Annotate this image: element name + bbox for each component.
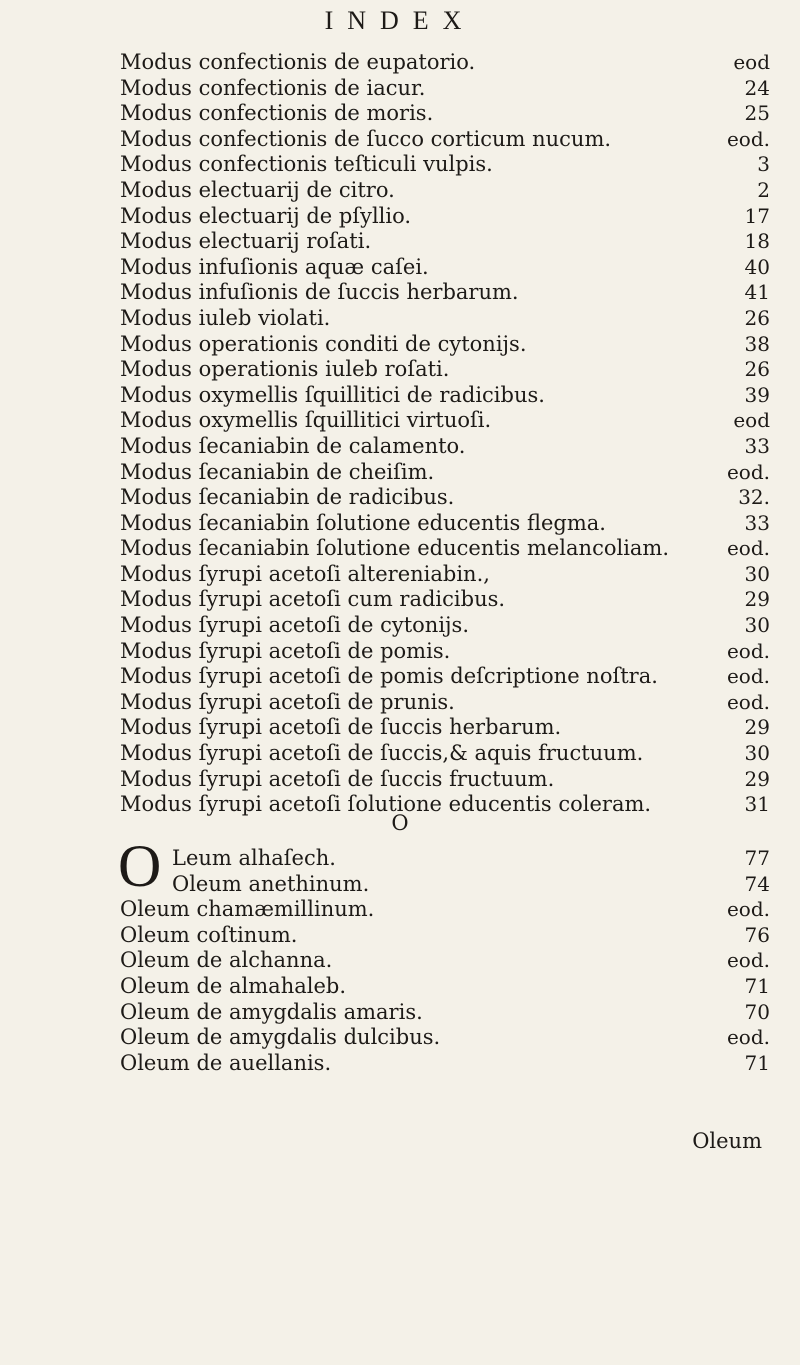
entry-page: 2 <box>757 177 770 202</box>
entry-title: Modus ſecaniabin de calamento. <box>120 433 466 458</box>
index-entry <box>120 767 770 793</box>
index-entry <box>120 408 770 434</box>
entry-page: eod. <box>726 1025 770 1050</box>
entry-page: eod. <box>726 897 770 922</box>
entry-page: 26 <box>744 305 770 330</box>
index-entry <box>120 357 770 383</box>
entry-page: 33 <box>744 510 770 535</box>
catchword: Oleum <box>692 1129 762 1153</box>
entry-page: 74 <box>744 871 770 896</box>
entry-title: Modus ſyrupi acetoſi de ſuccis,& aquis fructuum. <box>120 741 644 766</box>
index-entry <box>120 306 770 332</box>
entry-page: eod. <box>726 948 770 973</box>
entry-page: 26 <box>744 357 770 382</box>
entry-title: Modus ſyrupi acetoſi de prunis. <box>120 689 455 714</box>
entry-page: 25 <box>744 101 770 126</box>
entry-title: Modus operationis iuleb roſati. <box>120 357 450 382</box>
entry-page: 33 <box>744 433 770 458</box>
entry-page: eod. <box>726 459 770 484</box>
index-entry <box>120 255 770 281</box>
entry-page: eod. <box>726 664 770 689</box>
entry-title: Modus ſyrupi acetoſi de pomis. <box>120 638 451 663</box>
index-list-oleum <box>120 846 770 1076</box>
index-entry <box>120 587 770 613</box>
entry-page: 31 <box>744 792 770 817</box>
index-entry <box>120 613 770 639</box>
entry-title: Modus ſyrupi acetoſi altereniabin., <box>120 561 490 586</box>
entry-title: Modus confectionis teſticuli vulpis. <box>120 152 493 177</box>
entry-page: eod. <box>726 536 770 561</box>
entry-title: Modus ſecaniabin ſolutione educentis melancoliam. <box>120 536 670 561</box>
index-entry <box>120 715 770 741</box>
index-entry <box>120 204 770 230</box>
index-entry <box>120 562 770 588</box>
entry-title: Oleum de amygdalis dulcibus. <box>120 1025 441 1050</box>
entry-page: eod <box>733 50 770 74</box>
entry-title: Modus confectionis de eupatorio. <box>120 50 476 74</box>
entry-title: Oleum de almahaleb. <box>120 973 346 998</box>
entry-title: Modus oxymellis ſquillitici de radicibus. <box>120 382 545 407</box>
index-entry <box>120 1000 770 1026</box>
index-entry <box>120 511 770 537</box>
index-entry <box>120 1051 770 1077</box>
index-list-modus <box>120 50 770 818</box>
index-entry <box>120 280 770 306</box>
index-entry <box>120 872 770 898</box>
entry-title: Modus iuleb violati. <box>120 305 331 330</box>
entry-page: 30 <box>744 561 770 586</box>
index-entry <box>120 50 770 76</box>
index-entry <box>120 664 770 690</box>
entry-title: Modus confectionis de ſucco corticum nucum. <box>120 126 612 151</box>
page-header: INDEX <box>324 6 476 35</box>
entry-title: Oleum coſtinum. <box>120 922 298 947</box>
entry-title: Oleum de amygdalis amaris. <box>120 999 423 1024</box>
entry-title: Modus electuarij de pſyllio. <box>120 203 412 228</box>
entry-page: eod. <box>726 638 770 663</box>
index-entry <box>120 332 770 358</box>
entry-page: eod. <box>726 689 770 714</box>
entry-title: Modus infuſionis de ſuccis herbarum. <box>120 280 519 305</box>
entry-title: Oleum de alchanna. <box>120 948 333 973</box>
entry-title: Modus operationis conditi de cytonijs. <box>120 331 527 356</box>
entry-page: 29 <box>744 766 770 791</box>
index-entry <box>120 229 770 255</box>
index-entry <box>120 460 770 486</box>
index-entry <box>120 383 770 409</box>
index-entry <box>120 101 770 127</box>
index-entry <box>120 1025 770 1051</box>
entry-title: Modus infuſionis aquæ caſei. <box>120 254 429 279</box>
entry-title: Modus confectionis de moris. <box>120 101 434 126</box>
entry-title: Oleum anethinum. <box>172 871 370 896</box>
entry-page: 3 <box>757 152 770 177</box>
entry-title: Modus ſecaniabin ſolutione educentis flegma. <box>120 510 606 535</box>
index-entry <box>120 948 770 974</box>
entry-title: Modus ſecaniabin de cheiſim. <box>120 459 435 484</box>
entry-page: 30 <box>744 613 770 638</box>
index-entry <box>120 741 770 767</box>
entry-page: 29 <box>744 587 770 612</box>
index-entry <box>120 897 770 923</box>
entry-page: 77 <box>744 846 770 870</box>
index-entry <box>120 923 770 949</box>
index-entry <box>120 152 770 178</box>
entry-page: 29 <box>744 715 770 740</box>
index-entry <box>120 178 770 204</box>
entry-title: Modus ſyrupi acetoſi ſolutione educentis coleram. <box>120 792 652 817</box>
drop-cap-initial: O <box>118 833 162 899</box>
entry-page: 70 <box>744 999 770 1024</box>
entry-title: Modus ſyrupi acetoſi cum radicibus. <box>120 587 506 612</box>
entry-title: Modus confectionis de iacur. <box>120 75 426 100</box>
entry-title: Modus electuarij de citro. <box>120 177 395 202</box>
index-entry <box>120 434 770 460</box>
section-letter-o: O <box>391 811 409 835</box>
entry-title: Modus electuarij roſati. <box>120 229 372 254</box>
index-entry <box>120 485 770 511</box>
entry-page: 41 <box>744 280 770 305</box>
entry-title: Modus oxymellis ſquillitici virtuoſi. <box>120 408 492 433</box>
entry-page: 76 <box>744 922 770 947</box>
entry-page: 38 <box>744 331 770 356</box>
entry-page: 18 <box>744 229 770 254</box>
index-entry <box>120 846 770 872</box>
entry-title: Modus ſyrupi acetoſi de ſuccis herbarum. <box>120 715 562 740</box>
entry-page: eod <box>733 408 770 433</box>
entry-page: 17 <box>744 203 770 228</box>
index-entry <box>120 974 770 1000</box>
entry-page: 32. <box>738 485 770 510</box>
entry-title: Oleum chamæmillinum. <box>120 897 375 922</box>
entry-page: 24 <box>744 75 770 100</box>
entry-title: Modus ſyrupi acetoſi de ſuccis fructuum. <box>120 766 555 791</box>
entry-title: Modus ſecaniabin de radicibus. <box>120 485 455 510</box>
index-entry <box>120 536 770 562</box>
entry-page: 71 <box>744 1050 770 1075</box>
entry-page: 30 <box>744 741 770 766</box>
entry-title: Oleum de auellanis. <box>120 1050 332 1075</box>
entry-title: Leum alhaſech. <box>172 846 336 870</box>
index-entry <box>120 690 770 716</box>
entry-page: 71 <box>744 973 770 998</box>
entry-page: eod. <box>726 126 770 151</box>
index-entry <box>120 76 770 102</box>
entry-title: Modus ſyrupi acetoſi de cytonijs. <box>120 613 470 638</box>
entry-title: Modus ſyrupi acetoſi de pomis deſcriptione noſtra. <box>120 664 658 689</box>
entry-page: 39 <box>744 382 770 407</box>
index-entry <box>120 639 770 665</box>
entry-page: 40 <box>744 254 770 279</box>
index-entry <box>120 127 770 153</box>
